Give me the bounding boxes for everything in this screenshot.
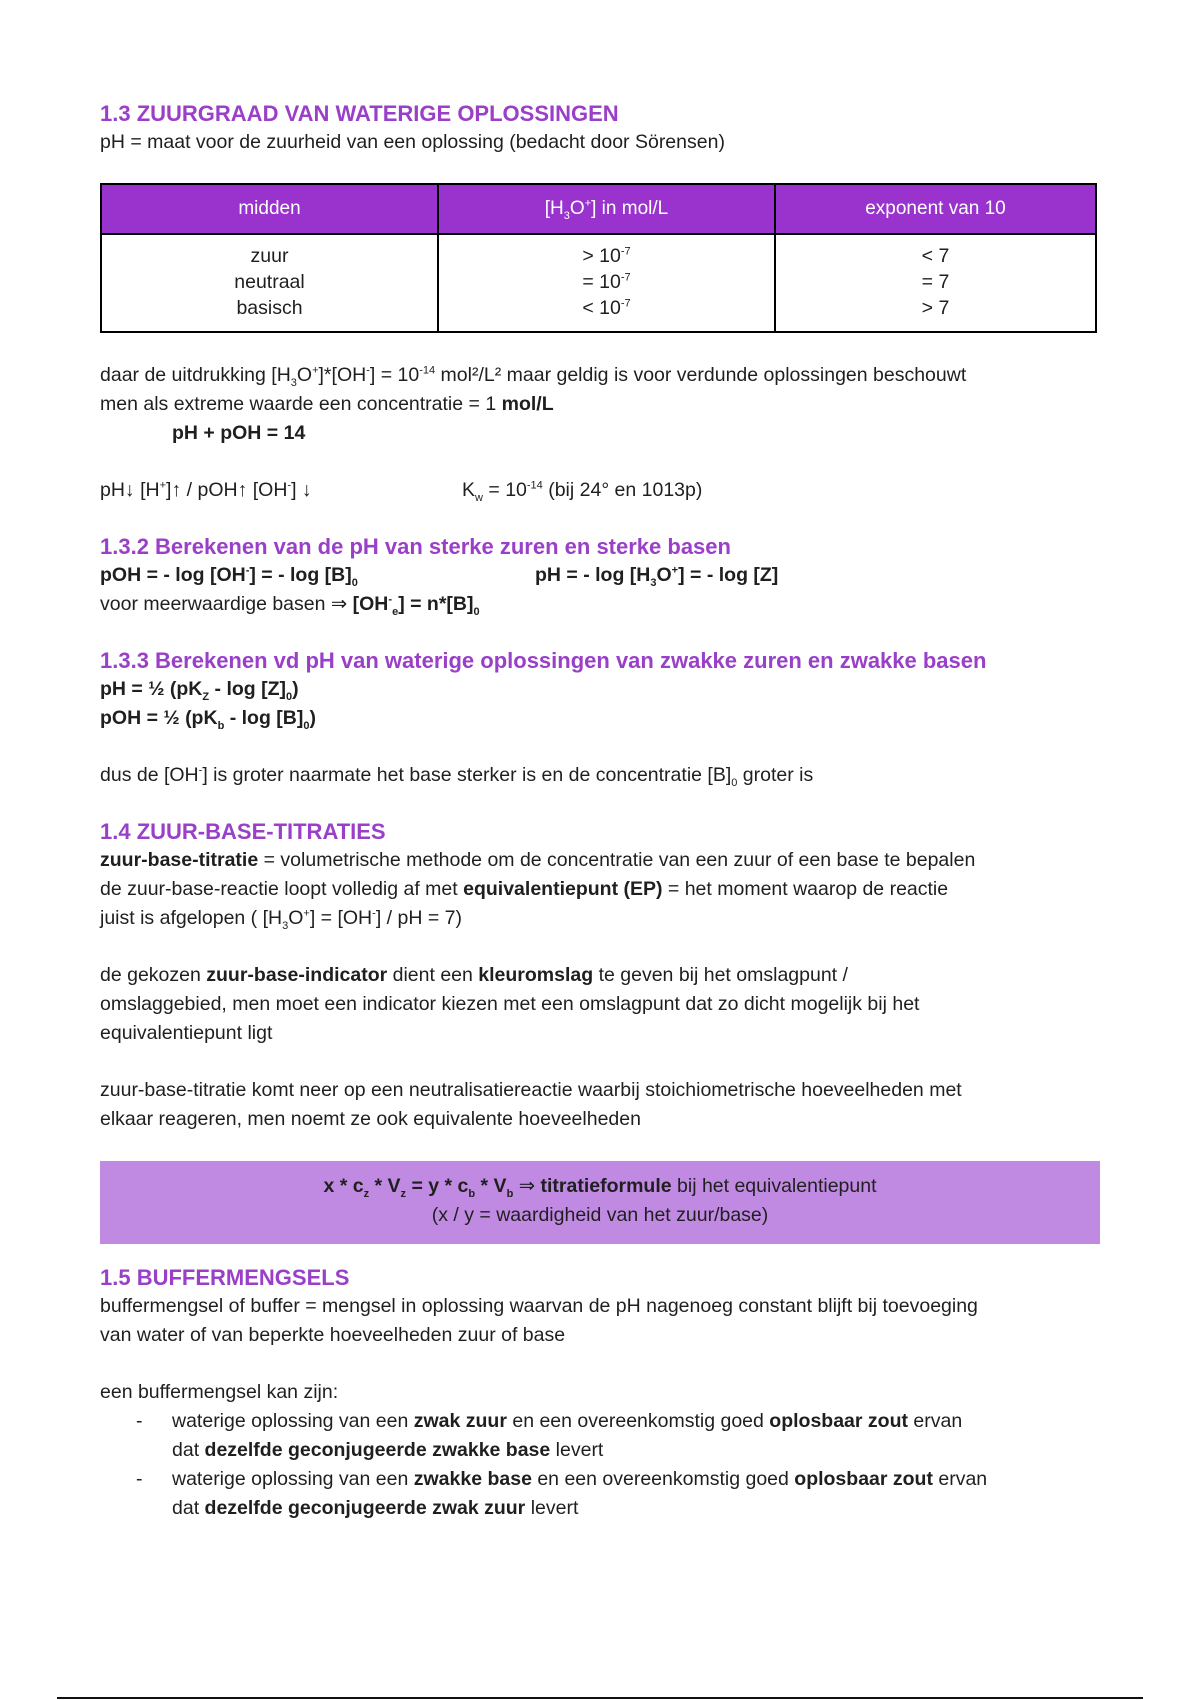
document-page	[100, 100, 1100, 1523]
strong-formulas: pOH = - log [OH-] = - $\log [B]_0$ pH = - $\log [H_3O^+]$ = - log [Z]	[100, 561, 1100, 590]
section-title-1-3-2: 1.3.2 Berekenen van de pH van sterke zuren en sterke basen	[100, 534, 731, 559]
cell-zuur: zuur	[250, 245, 289, 267]
buffer-definition-line1: buffermengsel of buffer = mengsel in oplossing waarvan de pH nagenoeg constant blijft bij toevoeging	[100, 1295, 978, 1317]
section-title-1-3: 1.3 ZUURGRAAD VAN WATERIGE OPLOSSINGEN	[100, 101, 619, 126]
titration-equivalence-line2: juist is afgelopen ( $[H_3O^+] = [OH^-]$ / pH = 7)	[100, 907, 462, 932]
table-cell-exponent	[775, 234, 1096, 332]
indicator-line2: omslaggebied, men moet een indicator kiezen met een omslagpunt dat zo dicht mogelijk bij het	[100, 993, 920, 1015]
section-title-1-3-3: 1.3.3 Berekenen vd pH van waterige oplossingen van zwakke zuren en zwakke basen	[100, 648, 987, 673]
cell-conc-neutraal: = $10^{-7}$	[582, 271, 631, 293]
weak-base-note: dus de [OH-] is groter naarmate het base sterker is en de concentratie $[B]_0$ groter is	[100, 764, 814, 789]
cell-conc-basisch: < $10^{-7}$	[582, 297, 631, 319]
cell-neutraal: neutraal	[234, 271, 305, 293]
titration-formula-note: (x / y = waardigheid van het zuur/base)	[431, 1204, 769, 1226]
polybasic-note: voor meerwaardige basen ⇒ $[OH^-_e] = n*[B]_0$	[100, 593, 480, 618]
table-header-row	[101, 184, 1096, 234]
table-header-midden: midden	[101, 184, 438, 234]
indicator-line1: de gekozen zuur-base-indicator dient een kleuromslag te geven bij het omslagpunt /	[100, 964, 848, 986]
ph-arrows-line: pH↓ [H+]↑ / pOH↑ [OH-] ↓ $K_w = 10^{-14}$ (bij 24° en 1013p)	[100, 476, 1100, 505]
titration-formula-line: $x * c_z * V_z = y * c_b * V_b$ ⇒ titratieformule bij het equivalentiepunt	[323, 1175, 877, 1200]
cell-exp-neutraal: = 7	[921, 271, 950, 293]
weak-base-formula: pOH = ½ ($pK_b$ - $\log [B]_0$)	[100, 707, 316, 732]
neutralisation-line1: zuur-base-titratie komt neer op een neutralisatiereactie waarbij stoichiometrische hoeveelheden met	[100, 1079, 962, 1101]
titration-equivalence-line1: de zuur-base-reactie loopt volledig af met equivalentiepunt (EP) = het moment waarop de reactie	[100, 878, 949, 900]
section-title-1-5: 1.5 BUFFERMENGSELS	[100, 1265, 350, 1290]
cell-exp-basisch: > 7	[921, 297, 950, 319]
buffer-definition-line2: van water of van beperkte hoeveelheden zuur of base	[100, 1324, 566, 1346]
buffer-list	[100, 1407, 1100, 1523]
cell-exp-zuur: < 7	[921, 245, 950, 267]
cell-basisch: basisch	[236, 297, 303, 319]
list-item: - waterige oplossing van een zwakke base en een overeenkomstig goed oplosbaar zout ervan dat dezelfde geconjugeerde zwak zuur levert	[136, 1468, 988, 1519]
acidity-table	[100, 183, 1097, 333]
ionproduct-text-line1: daar de uitdrukking $[H_3O^+]*[OH^-] = 10^{-14}$ mol²/L² maar geldig is voor verdunde oplossingen beschouwt	[100, 364, 967, 389]
table-cell-concentration	[438, 234, 775, 332]
table-row	[101, 234, 1096, 332]
list-item: - waterige oplossing van een zwak zuur en een overeenkomstig goed oplosbaar zout ervan dat dezelfde geconjugeerde zwakke base levert	[136, 1410, 963, 1461]
neutralisation-line2: elkaar reageren, men noemt ze ook equivalente hoeveelheden	[100, 1108, 641, 1130]
table-header-concentration: $[H_3O^+]$ in mol/L	[438, 184, 775, 234]
table-header-exponent: exponent van 10	[775, 184, 1096, 234]
ph-strong-formula: pH = - $\log [H_3O^+]$ = - log [Z]	[535, 564, 779, 589]
cell-conc-zuur: > $10^{-7}$	[582, 245, 631, 267]
titration-definition: zuur-base-titratie = volumetrische methode om de concentratie van een zuur of een base te bepalen	[100, 849, 976, 871]
table-cell-midden	[101, 234, 438, 332]
ph-poh-formula: pH + pOH = 14	[172, 422, 306, 444]
section-title-1-4: 1.4 ZUUR-BASE-TITRATIES	[100, 819, 386, 844]
ph-definition: pH = maat voor de zuurheid van een oplossing (bedacht door Sörensen)	[100, 131, 725, 153]
kw-constant: $K_w = 10^{-14}$ (bij 24° en 1013p)	[462, 479, 703, 504]
weak-acid-formula: pH = ½ ($pK_Z$ - $\log [Z]_0$)	[100, 678, 299, 703]
indicator-line3: equivalentiepunt ligt	[100, 1022, 273, 1044]
footer-divider	[57, 1697, 1143, 1699]
buffer-intro: een buffermengsel kan zijn:	[100, 1381, 339, 1403]
ionproduct-text-line2: men als extreme waarde een concentratie = 1 mol/L	[100, 393, 554, 415]
titration-formula-box	[100, 1161, 1100, 1244]
